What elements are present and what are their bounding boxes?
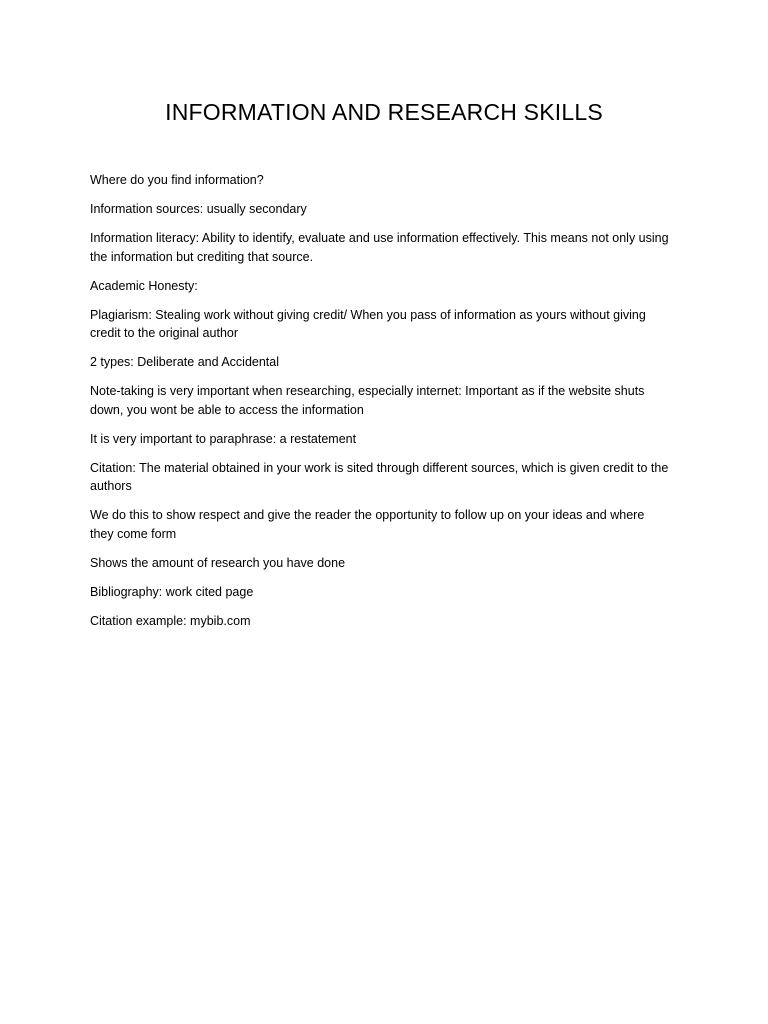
paragraph-plagiarism: Plagiarism: Stealing work without giving credit/ When you pass of information as yours without giving credit to the original author xyxy=(90,307,646,340)
paragraph-information-literacy: Information literacy: Ability to identify, evaluate and use information effectively. This means not only using the information but crediting that source. xyxy=(90,231,669,264)
paragraph-respect: We do this to show respect and give the reader the opportunity to follow up on your ideas and where they come form xyxy=(90,508,645,541)
paragraph-note-taking: Note-taking is very important when researching, especially internet: Important as if the website shuts down, you wont be able to access the information xyxy=(90,384,645,417)
paragraph-types: 2 types: Deliberate and Accidental xyxy=(90,355,280,369)
paragraph-academic-honesty: Academic Honesty: xyxy=(90,278,198,293)
paragraph-information-sources: Information sources: usually secondary xyxy=(90,202,307,216)
paragraph-find-information: Where do you find information? xyxy=(90,173,264,187)
paragraph-citation: Citation: The material obtained in your work is sited through different sources, which is given credit to the authors xyxy=(90,460,669,493)
page-title: INFORMATION AND RESEARCH SKILLS xyxy=(165,99,603,125)
paragraph-paraphrase: It is very important to paraphrase: a restatement xyxy=(90,431,357,446)
paragraph-bibliography: Bibliography: work cited page xyxy=(90,584,254,599)
paragraph-research-amount: Shows the amount of research you have done xyxy=(90,555,346,570)
document-body xyxy=(90,171,670,641)
paragraph-citation-example: Citation example: mybib.com xyxy=(90,613,251,628)
